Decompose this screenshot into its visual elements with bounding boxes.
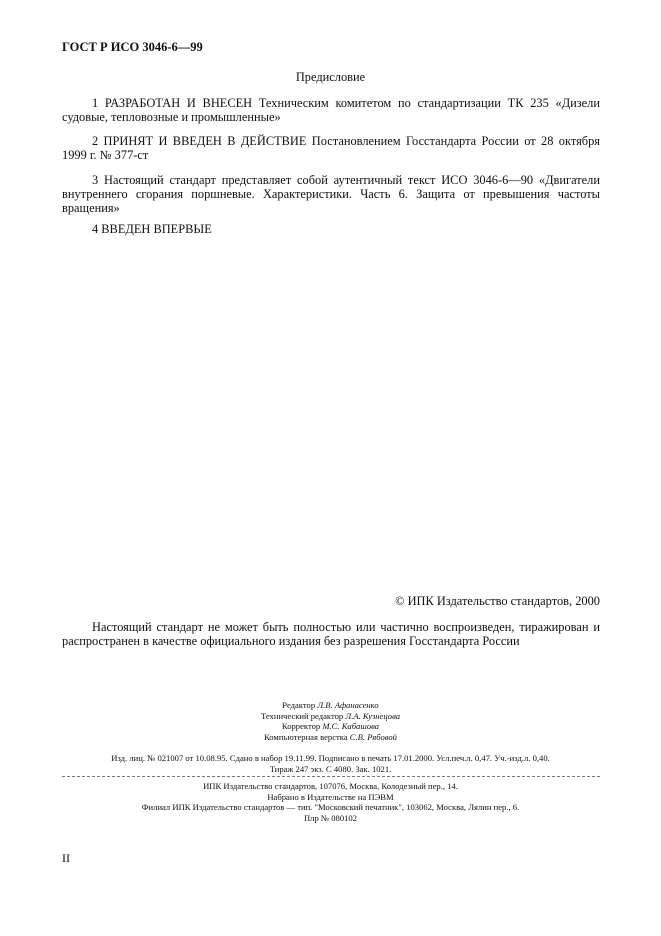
- credit-line: Корректор М.С. Кабашова: [281, 721, 380, 731]
- paragraph-1: 1 РАЗРАБОТАН И ВНЕСЕН Техническим комитетом по стандартизации ТК 235 «Дизели судовые, тепловозные и промышленные»: [62, 96, 600, 124]
- paragraph-4: 4 ВВЕДЕН ВПЕРВЫЕ: [92, 222, 212, 236]
- imprint-line: Изд. лиц. № 021007 от 10.08.95. Сдано в набор 19.11.99. Подписано в печать 17.01.2000. Усл.печ.л. 0,47. Уч.-изд.л. 0,40.: [111, 753, 550, 763]
- publisher-line: Филиал ИПК Издательство стандартов — тип. "Московский печатник", 103062, Москва, Лялин пер., 6.: [141, 802, 520, 812]
- imprint-line: Тираж 247 экз. С 4080. Зак. 1021.: [269, 763, 392, 774]
- divider: [62, 776, 600, 777]
- publisher-line: ИПК Издательство стандартов, 107076, Москва, Колодезный пер., 14.: [203, 781, 458, 791]
- reproduction-notice: Настоящий стандарт не может быть полностью или частично воспроизведен, тиражирован и распространен в качестве официального издания без разрешения Госстандарта России: [62, 620, 600, 648]
- imprint: [0, 753, 661, 774]
- credit-line: Технический редактор Л.А. Кузнецова: [260, 710, 401, 721]
- credits: [0, 700, 661, 742]
- publisher-line: Набрано в Издательстве на ПЭВМ: [267, 791, 394, 802]
- publisher-line: Плр № 080102: [303, 812, 358, 823]
- paragraph-3: 3 Настоящий стандарт представляет собой аутентичный текст ИСО 3046-6—90 «Двигатели внутреннего сгорания поршневые. Характеристики. Часть 6. Защита от превышения частоты вращения»: [62, 173, 600, 215]
- credit-line: Редактор Л.В. Афанасенко: [282, 700, 379, 710]
- document-header: ГОСТ Р ИСО 3046-6—99: [62, 40, 203, 54]
- copyright: © ИПК Издательство стандартов, 2000: [395, 594, 600, 608]
- credit-line: Компьютерная верстка С.В. Рябовой: [264, 731, 397, 742]
- section-title: Предисловие: [295, 70, 366, 84]
- publisher-info: [0, 781, 661, 823]
- paragraph-2: 2 ПРИНЯТ И ВВЕДЕН В ДЕЙСТВИЕ Постановлением Госстандарта России от 28 октября 1999 г. № 377-ст: [62, 134, 600, 162]
- page-number: II: [62, 851, 70, 865]
